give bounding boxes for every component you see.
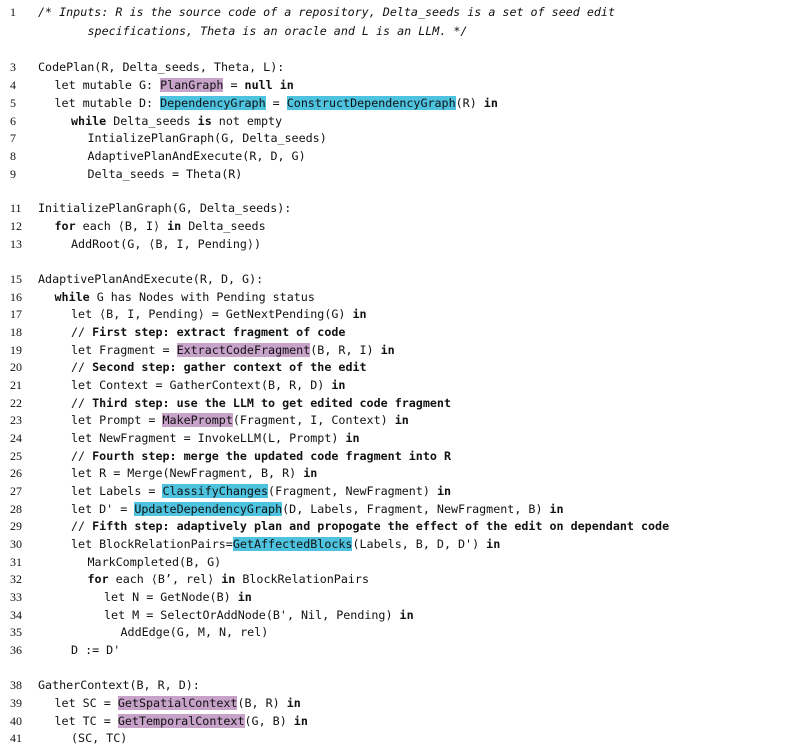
code-token: let mutable G: — [54, 78, 161, 92]
line-number: 33 — [10, 590, 22, 604]
code-text — [55, 713, 308, 730]
code-text — [71, 395, 451, 412]
highlighted-function: PlanGraph — [160, 78, 224, 92]
line-number: 8 — [10, 149, 16, 163]
line-number: 7 — [10, 131, 16, 145]
keyword: in — [399, 608, 414, 622]
line-number: 21 — [10, 378, 22, 392]
line-number: 9 — [10, 167, 16, 181]
code-text — [88, 571, 370, 588]
code-text — [38, 4, 615, 21]
keyword: in — [483, 96, 498, 110]
line-number: 31 — [10, 555, 22, 569]
highlighted-function: ClassifyChanges — [162, 484, 269, 498]
code-token: not empty — [211, 114, 283, 128]
line-number: 11 — [10, 201, 22, 215]
highlighted-function: DependencyGraph — [160, 96, 266, 110]
keyword: for — [54, 219, 76, 233]
code-token: let M = SelectOrAddNode(B', Nil, Pending) — [104, 608, 400, 622]
line-number: 6 — [10, 114, 16, 128]
code-token: AdaptivePlanAndExecute(R, D, G): — [38, 272, 264, 286]
line-number: 4 — [10, 78, 16, 92]
code-text — [71, 730, 127, 747]
code-token: MarkCompleted(B, G) — [87, 555, 222, 569]
code-token: each ⟨B, I⟩ — [75, 219, 168, 233]
code-token: // — [71, 396, 93, 410]
line-number: 13 — [10, 237, 22, 251]
code-token: // — [71, 519, 93, 533]
code-token: = — [223, 78, 245, 92]
code-token: (SC, TC) — [71, 731, 128, 745]
keyword: in — [549, 502, 564, 516]
keyword: in — [237, 590, 252, 604]
code-token: AddRoot(G, ⟨B, I, Pending⟩) — [71, 237, 261, 251]
highlighted-function: UpdateDependencyGraph — [134, 502, 283, 516]
keyword: in — [436, 484, 452, 498]
code-token: (D, Labels, Fragment, NewFragment, B) — [282, 502, 550, 516]
keyword: in — [167, 219, 182, 233]
line-number: 28 — [10, 502, 22, 516]
keyword: is — [197, 114, 212, 128]
code-token: let Fragment = — [71, 343, 177, 357]
code-text — [71, 324, 345, 341]
code-text — [88, 23, 468, 40]
comment: specifications, Theta is an oracle and L is an LLM. */ — [87, 24, 468, 38]
code-token: D := D' — [71, 643, 121, 657]
line-number: 18 — [10, 325, 22, 339]
highlighted-function: GetAffectedBlocks — [232, 537, 353, 551]
line-number: 25 — [10, 449, 22, 463]
code-token: let R = Merge(NewFragment, B, R) — [71, 466, 304, 480]
code-text — [71, 518, 669, 535]
keyword: Fifth step: adaptively plan and propogate the effect of the edit on dependant code — [92, 519, 670, 533]
code-token: let TC = — [54, 714, 118, 728]
code-text — [104, 589, 252, 606]
line-number: 17 — [10, 307, 22, 321]
code-token: let N = GetNode(B) — [104, 590, 238, 604]
code-text — [71, 642, 120, 659]
line-number: 32 — [10, 572, 22, 586]
keyword: Second step: gather context of the edit — [92, 360, 367, 374]
code-token: GatherContext(B, R, D): — [38, 678, 200, 692]
code-text — [38, 59, 284, 76]
keyword: Fourth step: merge the updated code fragment into R — [92, 449, 451, 463]
keyword: First step: extract fragment of code — [92, 325, 346, 339]
keyword: in — [221, 572, 236, 586]
code-token: let mutable D: — [54, 96, 161, 110]
code-token: let Labels = — [71, 484, 163, 498]
code-text — [71, 306, 367, 323]
highlighted-function: MakePrompt — [162, 413, 233, 427]
keyword: in — [331, 378, 346, 392]
code-token: let Prompt = — [71, 413, 163, 427]
code-text — [38, 271, 263, 288]
code-token: let NewFragment = InvokeLLM(L, Prompt) — [71, 431, 346, 445]
code-token: // — [71, 325, 93, 339]
code-token: BlockRelationPairs — [235, 572, 369, 586]
line-number: 5 — [10, 96, 16, 110]
line-number: 15 — [10, 272, 22, 286]
code-text — [71, 342, 395, 359]
code-text — [38, 200, 291, 217]
code-text — [71, 412, 409, 429]
code-text — [71, 483, 451, 500]
code-token: let ⟨B, I, Pending⟩ = GetNextPending(G) — [71, 307, 353, 321]
code-token: each ⟨B’, rel⟩ — [108, 572, 222, 586]
code-text — [71, 430, 360, 447]
highlighted-function: GetTemporalContext — [117, 714, 245, 728]
code-token: (G, B) — [244, 714, 294, 728]
line-number: 29 — [10, 519, 22, 533]
line-number: 35 — [10, 625, 22, 639]
code-text — [88, 130, 327, 147]
line-number: 20 — [10, 360, 22, 374]
code-text — [55, 77, 294, 94]
code-token: = — [265, 96, 287, 110]
code-token: Delta_seeds — [181, 219, 266, 233]
code-text — [71, 448, 451, 465]
code-token: CodePlan(R, Delta_seeds, Theta, L): — [38, 60, 285, 74]
line-number: 40 — [10, 714, 22, 728]
keyword: in — [380, 343, 395, 357]
code-text — [88, 554, 222, 571]
code-token: // — [71, 449, 93, 463]
comment: /* Inputs: R is the source code of a repository, Delta_seeds is a set of seed edit — [38, 5, 615, 19]
code-text — [55, 218, 266, 235]
code-token: Delta_seeds = Theta(R) — [87, 167, 243, 181]
keyword: in — [394, 413, 409, 427]
line-number: 16 — [10, 290, 22, 304]
code-token: let Context = GatherContext(B, R, D) — [71, 378, 332, 392]
code-token: (Labels, B, D, D') — [352, 537, 487, 551]
line-number: 38 — [10, 678, 22, 692]
line-number: 1 — [10, 5, 16, 19]
keyword: in — [286, 696, 301, 710]
line-number: 22 — [10, 396, 22, 410]
line-number: 26 — [10, 466, 22, 480]
code-text — [55, 95, 498, 112]
code-text — [71, 377, 345, 394]
code-token: let D' = — [71, 502, 135, 516]
code-token: InitializePlanGraph(G, Delta_seeds): — [38, 201, 292, 215]
line-number: 3 — [10, 60, 16, 74]
highlighted-function: ConstructDependencyGraph — [286, 96, 456, 110]
code-token: (Fragment, NewFragment) — [268, 484, 437, 498]
code-token: let SC = — [54, 696, 118, 710]
keyword: while — [71, 114, 107, 128]
line-number: 41 — [10, 731, 22, 745]
code-token: (Fragment, I, Context) — [232, 413, 395, 427]
code-text — [55, 289, 315, 306]
code-token: // — [71, 360, 93, 374]
code-token: IntializePlanGraph(G, Delta_seeds) — [87, 131, 327, 145]
code-token: G has Nodes with Pending status — [89, 290, 315, 304]
code-text — [71, 465, 317, 482]
code-token: Delta_seeds — [106, 114, 198, 128]
code-text — [88, 166, 243, 183]
keyword: while — [54, 290, 90, 304]
keyword: in — [293, 714, 308, 728]
line-number: 39 — [10, 696, 22, 710]
highlighted-function: GetSpatialContext — [117, 696, 238, 710]
keyword: null in — [244, 78, 294, 92]
line-number: 30 — [10, 537, 22, 551]
line-number: 34 — [10, 608, 22, 622]
line-number: 36 — [10, 643, 22, 657]
keyword: Third step: use the LLM to get edited code fragment — [92, 396, 451, 410]
code-token: let BlockRelationPairs= — [71, 537, 233, 551]
line-number: 19 — [10, 343, 22, 357]
code-text — [71, 236, 261, 253]
line-number: 23 — [10, 413, 22, 427]
keyword: in — [352, 307, 367, 321]
code-text — [71, 113, 282, 130]
line-number: 27 — [10, 484, 22, 498]
keyword: for — [87, 572, 109, 586]
code-text — [104, 607, 414, 624]
line-number: 24 — [10, 431, 22, 445]
code-text — [71, 501, 564, 518]
code-text — [71, 359, 367, 376]
code-text — [55, 695, 301, 712]
code-token: AdaptivePlanAndExecute(R, D, G) — [87, 149, 306, 163]
keyword: in — [303, 466, 318, 480]
code-text — [121, 624, 269, 641]
highlighted-function: ExtractCodeFragment — [176, 343, 311, 357]
line-number: 12 — [10, 219, 22, 233]
code-text — [71, 536, 500, 553]
keyword: in — [486, 537, 501, 551]
code-text — [38, 677, 200, 694]
code-token: (B, R, I) — [310, 343, 381, 357]
code-token: (R) — [455, 96, 484, 110]
code-token: AddEdge(G, M, N, rel) — [120, 625, 269, 639]
code-token: (B, R) — [237, 696, 287, 710]
keyword: in — [345, 431, 360, 445]
code-text — [88, 148, 306, 165]
